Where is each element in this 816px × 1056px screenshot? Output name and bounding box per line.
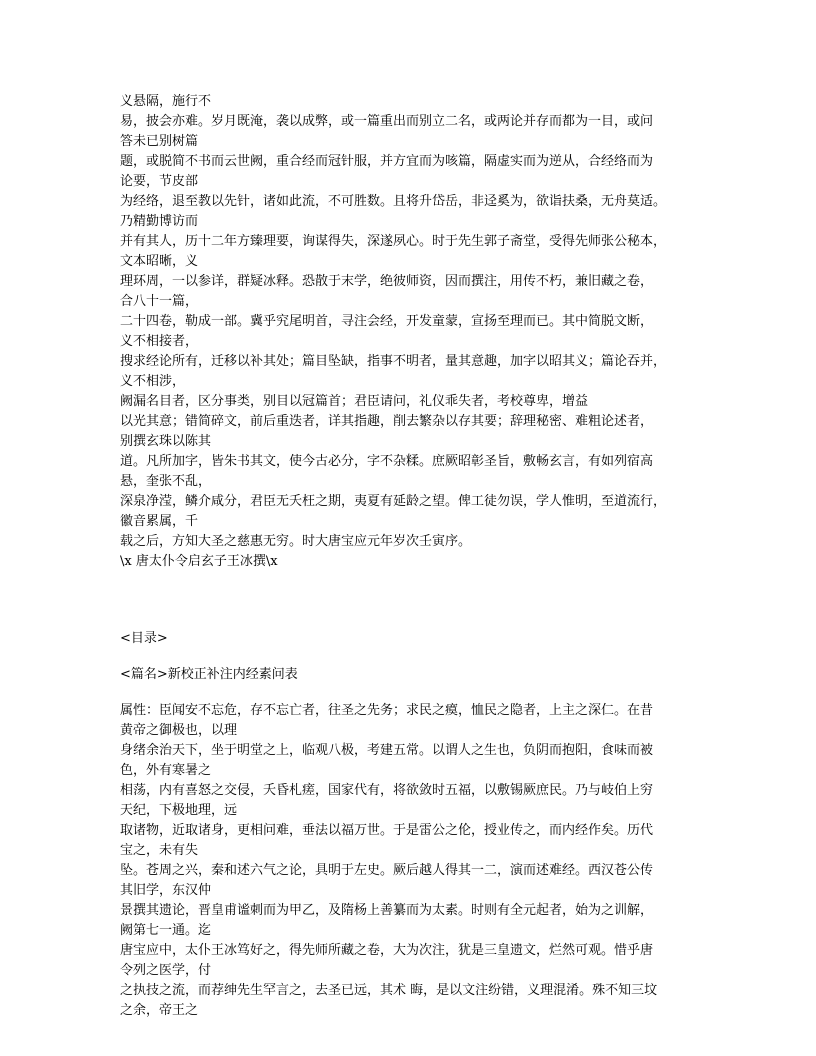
preface-line: 答未已别树篇 xyxy=(120,134,199,149)
preface-line: 理环周，一以参详，群疑冰释。恐散于末学，绝彼师资，因而撰注，用传不朽，兼旧藏之卷， xyxy=(120,274,654,289)
preface-line: 义悬隔，施行不 xyxy=(120,94,212,109)
preface-line: 载之后，方知大圣之慈惠无穷。时大唐宝应元年岁次壬寅序。 xyxy=(120,534,472,549)
section-spacer xyxy=(120,572,696,629)
preface-line: 合八十一篇， xyxy=(120,294,199,309)
preface-line: 悬，奎张不乱， xyxy=(120,474,212,489)
preface-line: 搜求经论所有，迁移以补其处；篇目坠缺，指事不明者，量其意趣，加字以昭其义；篇论吞并， xyxy=(120,354,667,369)
preface-line: 深泉净滢，鳞介咸分，君臣无夭枉之期，夷夏有延龄之望。俾工徒勿误，学人惟明，至道流行， xyxy=(120,494,667,509)
preface-line: 乃精勤博访而 xyxy=(120,214,199,229)
preface-line: 道。凡所加字，皆朱书其文，使今古必分，字不杂糅。庶厥昭彰圣旨，敷畅玄言，有如列宿高 xyxy=(120,454,654,469)
body-line: 唐宝应中，太仆王冰笃好之，得先师所藏之卷，大为次注，犹是三皇遗文，烂然可观。惜乎唐 xyxy=(120,943,654,958)
body-line: 宝之，未有失 xyxy=(120,843,199,858)
body-line: 属性：臣闻安不忘危，存不忘亡者，往圣之先务；求民之瘼，恤民之隐者，上主之深仁。在昔 xyxy=(120,703,654,718)
body-line: 黄帝之御极也，以理 xyxy=(120,723,238,738)
preface-line: 阙漏名目者，区分事类，别目以冠篇首；君臣请问，礼仪乖失者，考校尊卑，增益 xyxy=(120,394,589,409)
preface-line: 徽音累属，千 xyxy=(120,514,199,529)
preface-line: 文本昭晰，义 xyxy=(120,254,199,269)
preface-line: 论要，节皮部 xyxy=(120,174,199,189)
toc-heading: <目录> xyxy=(120,631,168,646)
preface-line: 以光其意；错简碎文，前后重迭者，详其指趣，削去繁杂以存其要；辞理秘密、难粗论述者， xyxy=(120,414,654,429)
memorial-body xyxy=(120,701,696,1021)
body-line: 取诸物，近取诸身，更相问难，垂法以福万世。于是雷公之伦，授业传之，而内经作矣。历代 xyxy=(120,823,654,838)
preface-line: 义不相涉， xyxy=(120,374,186,389)
body-line: 之余，帝王之 xyxy=(120,1003,199,1018)
body-line: 其旧学，东汉仲 xyxy=(120,883,212,898)
body-line: 之执技之流，而荐绅先生罕言之，去圣已远，其术 晦，是以文注纷错，义理混淆。殊不知三坟 xyxy=(120,983,658,998)
body-line: 身绪余治天下，坐于明堂之上，临观八极，考建五常。以谓人之生也，负阴而抱阳，食味而被 xyxy=(120,743,654,758)
body-line: 色，外有寒暑之 xyxy=(120,763,212,778)
section-spacer xyxy=(120,685,696,701)
body-line: 坠。苍周之兴，秦和述六气之论，具明于左史。厥后越人得其一二，演而述难经。西汉苍公传 xyxy=(120,863,654,878)
body-line: 阙第七一通。迄 xyxy=(120,923,212,938)
preface-section xyxy=(120,92,696,572)
preface-line: 并有其人，历十二年方臻理要，询谋得失，深遂夙心。时于先生郭子斋堂，受得先师张公秘本， xyxy=(120,234,667,249)
preface-line: 易，披会亦难。岁月既淹，袭以成弊，或一篇重出而别立二名，或两论并存而都为一目，或问 xyxy=(120,114,654,129)
document-page xyxy=(120,92,696,1021)
preface-line: 别撰玄珠以陈其 xyxy=(120,434,212,449)
body-line: 相荡，内有喜怒之交侵，夭昏札瘥，国家代有，将欲敛时五福，以敷锡厥庶民。乃与岐伯上穷 xyxy=(120,783,654,798)
body-line: 令列之医学，付 xyxy=(120,963,212,978)
preface-line: 为经络，退至教以先针，诸如此流，不可胜数。且将升岱岳，非迳奚为，欲诣扶桑，无舟莫适。 xyxy=(120,194,667,209)
author-signature: \x 唐太仆令启玄子王冰撰\x xyxy=(120,554,278,569)
preface-line: 义不相接者， xyxy=(120,334,199,349)
preface-line: 题，或脱简不书而云世阙，重合经而冠针服，并方宜而为咳篇，隔虚实而为逆从，合经络而为 xyxy=(120,154,654,169)
body-line: 天纪，下极地理，远 xyxy=(120,803,238,818)
section-spacer xyxy=(120,649,696,665)
chapter-heading: <篇名>新校正补注内经素问表 xyxy=(120,667,298,682)
preface-line: 二十四卷，勒成一部。冀乎究尾明首，寻注会经，开发童蒙，宣扬至理而已。其中简脱文断， xyxy=(120,314,654,329)
body-line: 景撰其遗论，晋皇甫谧刺而为甲乙，及隋杨上善纂而为太素。时则有全元起者，始为之训解， xyxy=(120,903,654,918)
